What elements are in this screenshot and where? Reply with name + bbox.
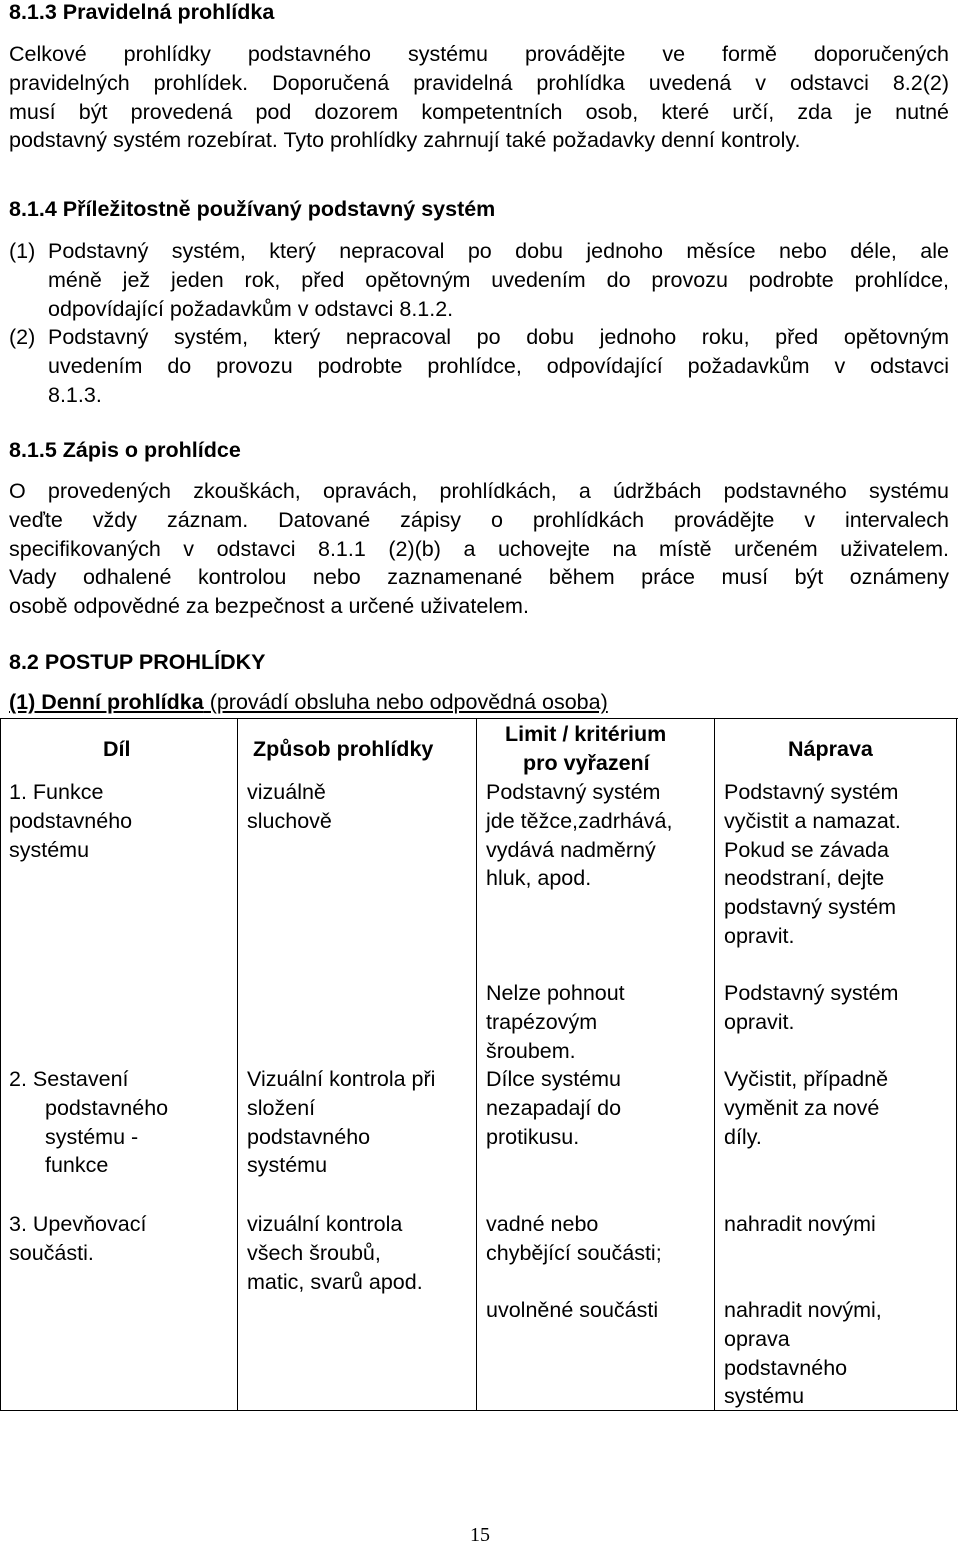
cell-line: vyměnit za nové — [724, 1095, 880, 1120]
text-line: veďte vždy záznam. Datované zápisy o prohlídkách provádějte v intervalech — [9, 507, 949, 532]
table-cell-limit — [486, 979, 625, 1065]
text-line: Podstavný systém, který nepracoval po dobu jednoho roku, před opětovným — [48, 325, 949, 349]
item-number: (2) — [9, 325, 36, 349]
cell-line: sluchově — [247, 808, 332, 833]
text-line: O provedených zkouškách, opravách, prohlídkách, a údržbách podstavného systému — [9, 479, 949, 503]
table-header-naprava: Náprava — [788, 737, 873, 761]
cell-line: podstavného — [247, 1124, 371, 1149]
text-line: méně jež jeden rok, před opětovným uvedením do provozu podrobte prohlídce, — [48, 267, 949, 292]
item-number: (1) — [9, 239, 36, 263]
table-cell-zpusob — [247, 1065, 435, 1180]
cell-line: Podstavný systém — [724, 981, 899, 1005]
cell-line: vadné nebo — [486, 1212, 599, 1236]
cell-line: systému — [247, 1153, 328, 1178]
cell-line: funkce — [45, 1153, 109, 1178]
cell-line: Podstavný systém — [486, 780, 661, 804]
cell-line: chybějící součásti; — [486, 1240, 662, 1265]
text-line: Podstavný systém, který nepracoval po dobu jednoho měsíce nebo déle, ale — [48, 239, 949, 263]
cell-line: 1. Funkce — [9, 780, 104, 804]
cell-line: trapézovým — [486, 1009, 598, 1034]
cell-line: podstavného — [724, 1355, 848, 1380]
cell-line: vyčistit a namazat. — [724, 808, 901, 833]
cell-line: složení — [247, 1095, 316, 1120]
cell-line: systému — [9, 837, 90, 862]
cell-line: Pokud se závada — [724, 837, 889, 862]
table-column-divider — [237, 719, 238, 1411]
section-heading-8-1-4: 8.1.4 Příležitostně používaný podstavný systém — [9, 197, 496, 221]
cell-line: oprava — [724, 1326, 790, 1351]
table-header-dil: Díl — [103, 737, 131, 761]
text-line: odpovídající požadavkům v odstavci 8.1.2. — [48, 296, 454, 321]
list-item — [9, 323, 949, 409]
table-cell-limit — [486, 1065, 621, 1151]
cell-line: součásti. — [9, 1240, 94, 1265]
table-cell-limit — [486, 1210, 662, 1268]
table-cell-naprava — [724, 1065, 888, 1151]
table-cell-zpusob — [247, 1210, 423, 1296]
cell-line: matic, svarů apod. — [247, 1269, 423, 1294]
table-column-divider — [714, 719, 715, 1411]
cell-line: opravit. — [724, 923, 795, 948]
text-line: osobě odpovědné za bezpečnost a určené uživatelem. — [9, 594, 529, 619]
section-heading-8-1-3: 8.1.3 Pravidelná prohlídka — [9, 0, 275, 24]
section-heading-8-1-5: 8.1.5 Zápis o prohlídce — [9, 438, 241, 462]
cell-line: podstavný systém — [724, 895, 897, 920]
paragraph-8-1-3 — [9, 40, 949, 155]
table-border-right — [956, 719, 957, 1411]
table-cell-zpusob — [247, 778, 332, 836]
table-header-zpusob: Způsob prohlídky — [253, 737, 434, 761]
cell-line: Vyčistit, případně — [724, 1067, 889, 1091]
daily-inspection-note: (provádí obsluha nebo odpovědná osoba) — [203, 690, 608, 714]
text-line: uvedením do provozu podrobte prohlídce, odpovídající požadavkům v odstavci — [48, 353, 949, 378]
paragraph-8-1-5 — [9, 477, 949, 621]
text-line: Celkové prohlídky podstavného systému provádějte ve formě doporučených — [9, 42, 949, 66]
table-border-left — [0, 719, 1, 1411]
cell-line: vizuální kontrola — [247, 1212, 403, 1236]
cell-line: Podstavný systém — [724, 780, 899, 804]
table-cell-dil — [9, 1210, 146, 1268]
cell-line: systému — [724, 1384, 805, 1409]
table-cell-naprava — [724, 778, 901, 951]
daily-inspection-subheading — [9, 690, 608, 715]
cell-line: protikusu. — [486, 1124, 580, 1149]
table-cell-naprava — [724, 1296, 882, 1411]
cell-line: vizuálně — [247, 780, 326, 804]
text-line: Vady odhalené kontrolou nebo zaznamenané během práce musí být oznámeny — [9, 565, 949, 590]
cell-line: vydává nadměrný — [486, 837, 656, 862]
text-line: specifikovaných v odstavci 8.1.1 (2)(b) a uchovejte na místě určeném uživatelem. — [9, 536, 949, 561]
cell-line: podstavného — [9, 808, 133, 833]
cell-line: všech šroubů, — [247, 1240, 381, 1265]
cell-line: systému - — [45, 1124, 139, 1149]
cell-line: díly. — [724, 1124, 762, 1149]
table-column-divider — [476, 719, 477, 1411]
table-cell-naprava — [724, 979, 898, 1037]
cell-line: Nelze pohnout — [486, 981, 625, 1005]
table-border-top — [0, 718, 958, 719]
cell-line: nahradit novými, — [724, 1298, 882, 1322]
table-cell-naprava: nahradit novými — [724, 1212, 876, 1236]
text-line: podstavný systém rozebírat. Tyto prohlídky zahrnují také požadavky denní kontroly. — [9, 128, 801, 153]
table-cell-dil — [9, 1065, 168, 1180]
cell-line: opravit. — [724, 1009, 795, 1034]
list-item — [9, 237, 949, 323]
table-header-limit: Limit / kritérium — [505, 722, 667, 746]
page-number: 15 — [470, 1524, 490, 1546]
cell-line: 2. Sestavení — [9, 1067, 129, 1091]
table-cell-limit: uvolněné součásti — [486, 1298, 659, 1322]
cell-line: jde těžce,zadrhává, — [486, 808, 673, 833]
cell-line: neodstraní, dejte — [724, 866, 885, 891]
daily-inspection-label: (1) Denní prohlídka — [9, 690, 204, 714]
cell-line: nezapadají do — [486, 1095, 622, 1120]
table-header-limit-line2: pro vyřazení — [523, 751, 650, 775]
cell-line: šroubem. — [486, 1038, 576, 1063]
table-cell-dil — [9, 778, 132, 864]
section-heading-8-2: 8.2 POSTUP PROHLÍDKY — [9, 650, 266, 674]
text-line: musí být provedená pod dozorem kompetentních osob, které určí, zda je nutné — [9, 99, 949, 124]
table-cell-limit — [486, 778, 672, 893]
cell-line: 3. Upevňovací — [9, 1212, 147, 1236]
cell-line: hluk, apod. — [486, 866, 592, 891]
cell-line: Dílce systému — [486, 1067, 622, 1091]
text-line: pravidelných prohlídek. Doporučená pravidelná prohlídka uvedená v odstavci 8.2(2) — [9, 70, 949, 95]
cell-line: podstavného — [45, 1095, 169, 1120]
cell-line: Vizuální kontrola při — [247, 1067, 436, 1091]
text-line: 8.1.3. — [48, 382, 102, 407]
